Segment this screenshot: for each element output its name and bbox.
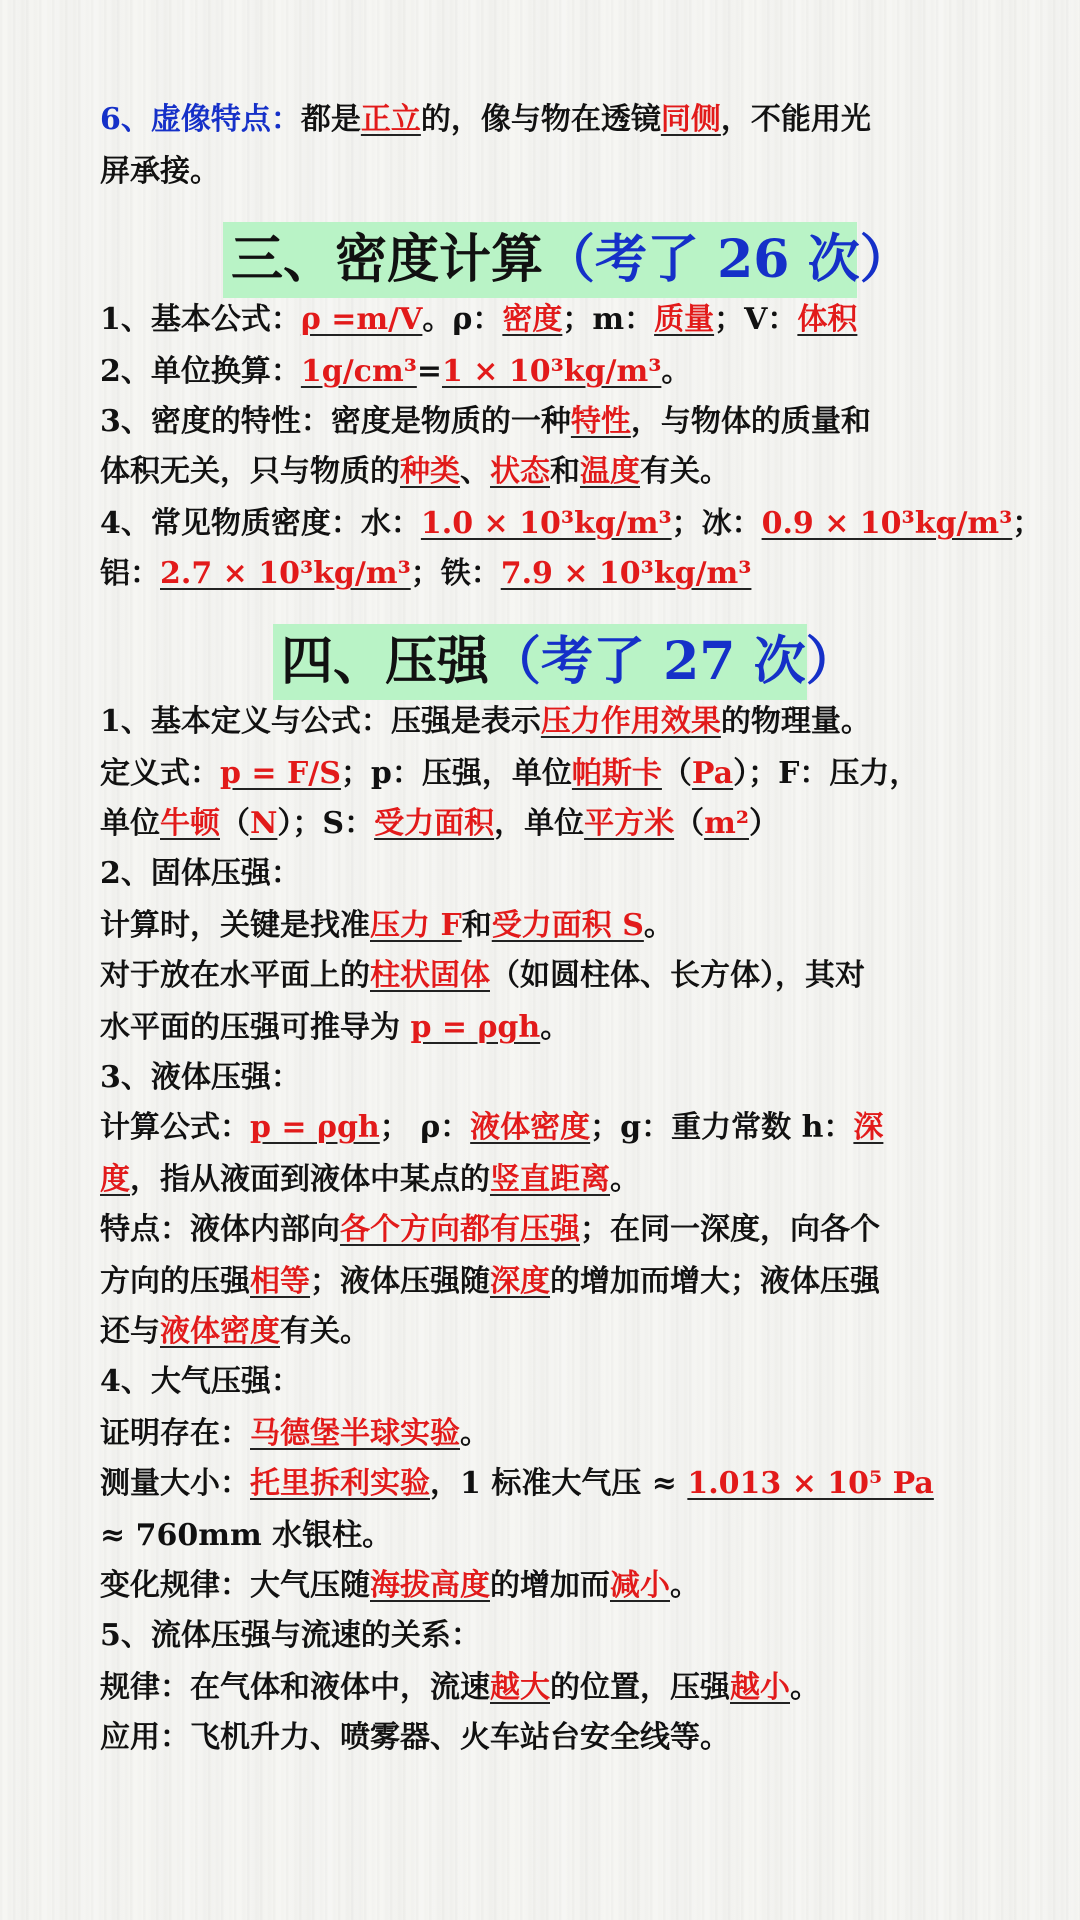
pressure-line-16 — [100, 1458, 1000, 1510]
text: 3、密度的特性：密度是物质的一种 — [100, 404, 571, 439]
text: 。 — [643, 908, 674, 943]
text: 的增加而 — [490, 1568, 610, 1603]
virtual-image-line-1 — [100, 94, 1000, 146]
subheading: 2、固体压强： — [100, 856, 301, 891]
keyword: 越小 — [730, 1670, 790, 1705]
keyword: 受力面积 — [374, 806, 495, 841]
pressure-line-13 — [100, 1306, 1000, 1358]
subheading: 5、流体压强与流速的关系： — [100, 1618, 481, 1653]
value: 0.9 × 10³kg/m³ — [761, 506, 1013, 541]
pressure-line-4 — [100, 848, 1000, 900]
text: = — [416, 354, 442, 389]
keyword: 种类 — [400, 454, 460, 489]
density-line-1 — [100, 294, 1000, 346]
keyword: 同侧 — [660, 102, 721, 137]
text: ，指从液面到液体中某点的 — [130, 1162, 490, 1197]
pressure-line-19 — [100, 1610, 1000, 1662]
keyword: 温度 — [580, 454, 640, 489]
text: 还与 — [100, 1314, 160, 1349]
keyword: 质量 — [654, 302, 715, 337]
heading-title: 三、密度计算 — [231, 229, 544, 290]
text: ）；S： — [277, 806, 375, 841]
text: （ — [674, 806, 705, 841]
formula: p = F/S — [220, 756, 341, 791]
keyword: 帕斯卡 — [571, 756, 662, 791]
pressure-line-17 — [100, 1510, 1000, 1562]
text: ，1 标准大气压 ≈ — [430, 1466, 688, 1501]
pressure-line-18 — [100, 1560, 1000, 1612]
value: 2.7 × 10³kg/m³ — [160, 556, 411, 591]
heading-note: （考了 26 次） — [543, 229, 912, 290]
formula: ρ =m/V — [300, 302, 423, 337]
formula: 1 × 10³kg/m³ — [441, 354, 662, 389]
text: ）；F：压力， — [733, 756, 920, 791]
text: 的物理量。 — [720, 704, 871, 739]
text: 的，像与物在透镜 — [420, 102, 661, 137]
text: 计算时，关键是找准 — [100, 908, 370, 943]
keyword: 状态 — [490, 454, 550, 489]
pressure-line-9 — [100, 1102, 1000, 1154]
text: 。 — [670, 1568, 700, 1603]
text: 。ρ： — [422, 302, 503, 337]
pressure-line-2 — [100, 748, 1000, 800]
text: 有关。 — [640, 454, 730, 489]
density-line-3 — [100, 396, 1000, 448]
text: 屏承接。 — [100, 154, 220, 189]
keyword: 密度 — [502, 302, 563, 337]
unit: Pa — [691, 756, 734, 791]
section-heading-pressure — [273, 624, 858, 700]
keyword: 海拔高度 — [370, 1568, 490, 1603]
pressure-line-10 — [100, 1154, 1000, 1206]
keyword: 相等 — [250, 1264, 310, 1299]
text: ） — [748, 806, 779, 841]
pressure-line-8 — [100, 1052, 1000, 1104]
virtual-image-line-2 — [100, 146, 1000, 198]
formula: 1g/cm³ — [300, 354, 417, 389]
keyword: 受力面积 S — [491, 908, 644, 943]
text: ； ρ： — [379, 1110, 471, 1145]
keyword: 减小 — [610, 1568, 670, 1603]
text: 。 — [610, 1162, 640, 1197]
pressure-line-14 — [100, 1356, 1000, 1408]
unit: m² — [704, 806, 749, 841]
text: 测量大小： — [100, 1466, 250, 1501]
keyword: 正立 — [360, 102, 421, 137]
density-line-5 — [100, 498, 1043, 550]
text: ； — [1012, 506, 1043, 541]
text: 1、基本定义与公式：压强是表示 — [100, 704, 541, 739]
pressure-line-1 — [100, 696, 1000, 748]
density-line-6 — [100, 548, 1000, 600]
keyword: 牛顿 — [160, 806, 220, 841]
text: 单位 — [100, 806, 160, 841]
keyword: 深 — [853, 1110, 884, 1145]
subheading: 4、大气压强： — [100, 1364, 301, 1399]
keyword: 越大 — [490, 1670, 550, 1705]
keyword: 特性 — [570, 404, 631, 439]
text: ，单位 — [494, 806, 585, 841]
text: 的增加而增大；液体压强 — [550, 1264, 880, 1299]
text: 。 — [540, 1010, 571, 1045]
text: ；p：压强，单位 — [340, 756, 572, 791]
text: ≈ 760mm 水银柱。 — [100, 1518, 393, 1553]
text: 计算公式： — [100, 1110, 250, 1145]
heading-title: 四、压强 — [281, 631, 490, 692]
keyword: 液体密度 — [160, 1314, 280, 1349]
text: ，与物体的质量和 — [630, 404, 871, 439]
value: 1.0 × 10³kg/m³ — [420, 506, 672, 541]
text: 都是 — [300, 102, 361, 137]
value: 1.013 × 10⁵ Pa — [687, 1466, 934, 1501]
keyword: 液体密度 — [470, 1110, 591, 1145]
pressure-line-6 — [100, 950, 1000, 1002]
text: （ — [220, 806, 250, 841]
keyword: 压力作用效果 — [540, 704, 721, 739]
keyword: 托里拆利实验 — [250, 1466, 430, 1501]
text: 规律：在气体和液体中，流速 — [100, 1670, 490, 1705]
pressure-line-15 — [100, 1408, 1000, 1460]
text: 。 — [661, 354, 692, 389]
pressure-line-21 — [100, 1712, 1000, 1764]
unit: N — [250, 806, 278, 841]
keyword: 度 — [100, 1162, 130, 1197]
formula: p = ρgh — [410, 1010, 541, 1045]
text: 定义式： — [100, 756, 220, 791]
text: 和 — [550, 454, 580, 489]
point-label: 6、虚像特点： — [100, 102, 301, 137]
heading-note: （考了 27 次） — [489, 631, 858, 692]
keyword: 马德堡半球实验 — [250, 1416, 460, 1451]
text: 1、基本公式： — [100, 302, 301, 337]
section-heading-density — [223, 222, 912, 298]
text: ，不能用光 — [720, 102, 871, 137]
text: ；m： — [562, 302, 655, 337]
pressure-line-11 — [100, 1204, 1000, 1256]
subheading: 3、液体压强： — [100, 1060, 301, 1095]
keyword: 竖直距离 — [490, 1162, 610, 1197]
text: 证明存在： — [100, 1416, 250, 1451]
text: 的位置，压强 — [550, 1670, 730, 1705]
keyword: 各个方向都有压强 — [340, 1212, 580, 1247]
keyword: 体积 — [797, 302, 858, 337]
text: ；铁： — [410, 556, 501, 591]
keyword: 压力 F — [370, 908, 462, 943]
value: 7.9 × 10³kg/m³ — [500, 556, 752, 591]
pressure-line-7 — [100, 1002, 1000, 1054]
formula: p = ρgh — [250, 1110, 380, 1145]
text: 、 — [460, 454, 490, 489]
text: 4、常见物质密度：水： — [100, 506, 421, 541]
text: ；液体压强随 — [310, 1264, 490, 1299]
text: ；V： — [714, 302, 798, 337]
text: ；在同一深度，向各个 — [580, 1212, 880, 1247]
text: 。 — [790, 1670, 820, 1705]
pressure-line-3 — [100, 798, 1000, 850]
text: 特点：液体内部向 — [100, 1212, 340, 1247]
text: ；冰： — [671, 506, 762, 541]
keyword: 深度 — [490, 1264, 550, 1299]
keyword: 柱状固体 — [370, 958, 490, 993]
text: （如圆柱体、长方体），其对 — [490, 958, 865, 993]
text: 水平面的压强可推导为 — [100, 1010, 411, 1045]
density-line-2 — [100, 346, 1000, 398]
text: 和 — [461, 908, 492, 943]
pressure-line-12 — [100, 1256, 1000, 1308]
keyword: 平方米 — [584, 806, 675, 841]
text: 体积无关，只与物质的 — [100, 454, 400, 489]
text: 变化规律：大气压随 — [100, 1568, 370, 1603]
text: 有关。 — [280, 1314, 370, 1349]
text: 应用：飞机升力、喷雾器、火车站台安全线等。 — [100, 1720, 730, 1755]
text: ；g：重力常数 h： — [590, 1110, 854, 1145]
text: 方向的压强 — [100, 1264, 250, 1299]
pressure-line-5 — [100, 900, 1000, 952]
text: 。 — [460, 1416, 490, 1451]
density-line-4 — [100, 446, 1000, 498]
text: 铝： — [100, 556, 160, 591]
text: （ — [661, 756, 692, 791]
pressure-line-20 — [100, 1662, 1000, 1714]
text: 对于放在水平面上的 — [100, 958, 370, 993]
text: 2、单位换算： — [100, 354, 301, 389]
